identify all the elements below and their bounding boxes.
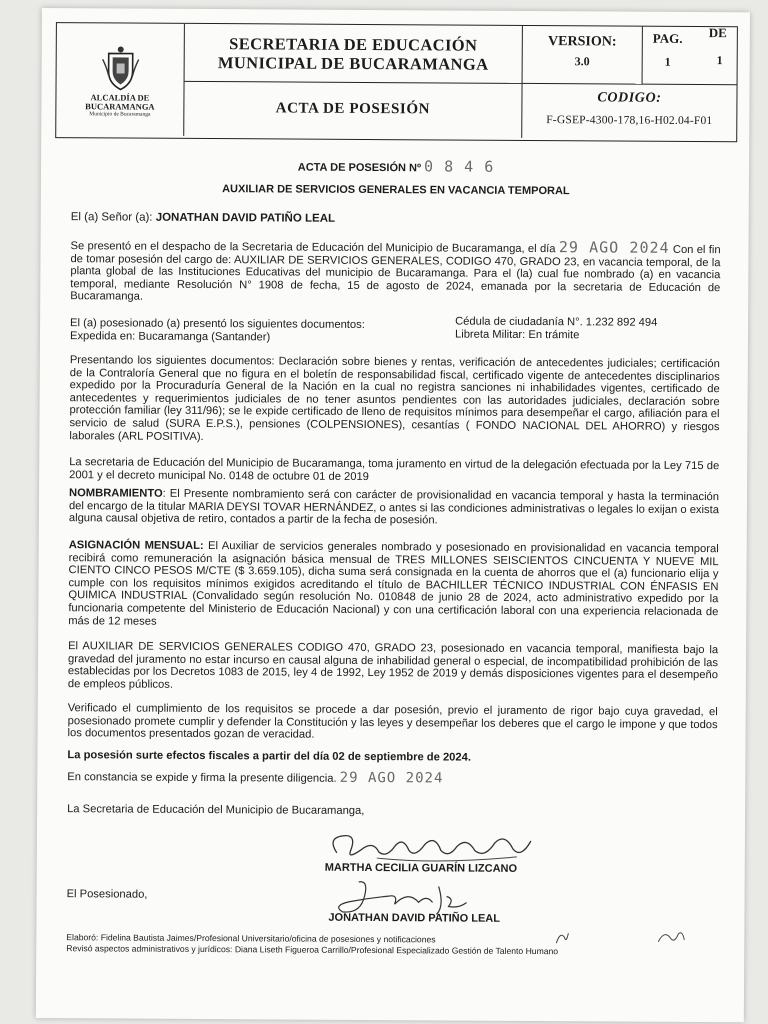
org-title-line-1: SECRETARIA DE EDUCACIÓN	[229, 34, 478, 55]
documents-right	[455, 316, 720, 343]
military-card: Libreta Militar: En trámite	[454, 328, 580, 341]
salary-label: ASIGNACIÓN MENSUAL:	[68, 539, 204, 552]
paragraph-appointment	[69, 487, 719, 529]
logo-text	[56, 93, 183, 112]
logo-line-1: ALCALDÍA DE	[90, 92, 150, 103]
code-label: CODIGO:	[597, 90, 662, 106]
paragraph-documents: Presentando los siguientes documentos: Declaración sobre bienes y rentas, verificación de antecedentes judiciales; certificación de la Contraloría General que no figura en el boletín de responsabilidad fiscal, certificado vigente de antecedentes disciplinarios expedido por la Procuraduría General de la Nación en la cual no registra sanciones ni inhabilidades vigentes, certificado de antecedentes y requerimientos judiciales de no tener asuntos pendientes con las autoridades judiciales, declaración sobre protección familiar (ley 311/96); se le expide certificado de lleno de requisitos mínimos para desempeñar el cargo, afiliación para el servicio de salud (SURA E.P.S.), pensiones (COLPENSIONES), cesantías ( FONDO NACIONAL DEL AHORRO) y riesgos laborales (ARL POSITIVA).	[69, 354, 720, 443]
paragraph-declaration: El AUXILIAR DE SERVICIOS GENERALES CODIGO 470, GRADO 23, posesionado en vacancia temporal, manifiesta bajo la gravedad del juramento no estar incurso en causal alguna de inhabilidad general o especial, de incompatibilidad prohibición de las establecidas por los Decretos 1083 de 2015, ley 4 de 1992, Ley 1952 de 2019 y demás disposiciones vigentes para el desempeño de empleos públicos.	[67, 640, 719, 691]
page-number: 1	[664, 54, 671, 69]
footer-reviewed-by: Revisó aspectos administrativos y jurídicos: Diana Liseth Figueroa Carrillo/Profesional Especializado Gestión de Talento Humano	[66, 943, 559, 957]
addressee-line	[71, 211, 721, 228]
posesionado-name: JONATHAN DAVID PATIÑO LEAL	[328, 911, 500, 925]
paragraph-salary	[68, 539, 719, 631]
appointment-label: NOMBRAMIENTO	[69, 487, 163, 500]
secretary-line: La Secretaria de Educación del Municipio de Bucaramanga,	[67, 803, 365, 817]
presentation-position-text: Con el fin de tomar posesión del cargo de: AUXILIAR DE SERVICIOS GENERALES, CODIGO 470, GRADO 23, en vacancia temporal, de la planta global de las Instituciones Educativas del municipio de Bucaramanga.	[70, 243, 721, 280]
doc-title: ACTA DE POSESIÓN	[275, 100, 431, 118]
posesionado-label: El Posesionado,	[66, 888, 148, 901]
act-subtitle: AUXILIAR DE SERVICIOS GENERALES EN VACANCIA TEMPORAL	[222, 183, 570, 198]
addressee-name: JONATHAN DAVID PATIÑO LEAL	[155, 211, 336, 225]
coat-of-arms-icon	[100, 45, 140, 91]
code-value: F-GSEP-4300-178,16-H02.04-F01	[546, 114, 713, 128]
logo-line-3: Municipio de Bucaramanga	[89, 111, 151, 118]
appointment-text: : El Presente nombramiento será con carácter de provisionalidad en vacancia temporal y hasta la terminación del encargo de la titular MARIA DEYSI TOVAR HERNÁNDEZ, o antes si las condiciones administrativas o legales lo exijan o exista alguna causal objetiva de retiro, contados a partir de la fecha de posesión.	[68, 487, 720, 527]
page-cell	[643, 27, 737, 86]
constancy-date-stamp: 29 AGO 2024	[339, 769, 444, 787]
documents-intro: El (a) posesionado (a) presentó los siguientes documentos:	[70, 317, 365, 331]
addressee-prefix: El (a) Señor (a):	[70, 211, 153, 224]
act-number-label: ACTA DE POSESIÓN Nº	[297, 161, 422, 175]
footer-prepared-by: Elaboró: Fidelina Bautista Jaimes/Profesional Universitario/oficina de posesiones y notificaciones	[66, 932, 436, 945]
secretary-name: MARTHA CECILIA GUARÍN LIZCANO	[324, 861, 518, 875]
org-title-line-2: MUNICIPAL DE BUCARAMANGA	[217, 53, 489, 74]
documents-left	[70, 317, 450, 345]
documents-issued-in: Expedida en: Bucaramanga (Santander)	[69, 329, 271, 343]
logo-line-2: BUCARAMANGA	[85, 101, 155, 112]
paragraph-oath: La secretaria de Educación del Municipio de Bucaramanga, toma juramento en virtud de la delegación efectuada por la Ley 715 de 2001 y el decreto municipal No. 0148 de octubre 01 de 2019	[69, 456, 720, 483]
logo-cell	[56, 23, 185, 136]
code-cell	[522, 84, 736, 139]
presentation-text: Se presentó en el despacho de la Secretaria de Educación del Municipio de Bucaramanga, el día	[70, 240, 556, 256]
page-label: PAG.	[652, 30, 683, 46]
paragraph-fiscal-effects: La posesión surte efectos fiscales a partir del día 02 de septiembre de 2024.	[67, 749, 472, 764]
document-header	[55, 22, 738, 142]
presentation-date-stamp: 29 AGO 2024	[558, 238, 670, 257]
initial-mark-icon	[552, 929, 572, 947]
version-value: 3.0	[574, 54, 590, 69]
version-cell	[523, 26, 643, 85]
id-number: Cédula de ciudadanía N°. 1.232 892 494	[455, 315, 658, 329]
paragraph-presentation	[70, 238, 720, 307]
salary-text: El Auxiliar de servicios generales nombrado y posesionado en provisionalidad en vacancia temporal recibirá como remuneración la asignación básica mensual de TRES MILLONES SEISCIENTOS CINCUENTA Y NUEVE MIL CIENTO CINCO PESOS M/CTE ($ 3.659.105), dicha suma será consignada en la cuenta de ahorros que el (a) funcionario elija y cumple con los requisitos mínimos exigidos acreditando el título de BACHILLER TÉCNICO INDUSTRIAL CON ÉNFASIS EN QUIMICA INDUSTRIAL (Convalidado según resolución No. 010848 de junio 28 de 2024, acto administrativo expedido por la funcionaria competente del Ministerio de Educación Nacional) y con una certificación laboral con una experiencia relacionada de más de 12 meses	[68, 539, 719, 628]
act-number-line	[71, 158, 721, 177]
act-number: 0 8 4 6	[424, 157, 495, 176]
constancy-text: En constancia se expide y firma la presente diligencia.	[67, 771, 337, 785]
paragraph-verification: Verificado el cumplimiento de los requisitos se procede a dar posesión, previo el juramento de rigor bajo cuya gravedad, el posesionado promete cumplir y defender la Constitución y las leyes y desempeñar los deberes que el cargo le impone y que todos los documentos presentados gozan de veracidad.	[67, 702, 718, 741]
page-of-label: DE	[708, 25, 727, 41]
version-label: VERSION:	[548, 34, 617, 50]
org-title	[185, 34, 522, 74]
document-page	[36, 8, 750, 1022]
presentation-resolution-text: Para el (la) cual fue nombrado (a) en vacancia temporal, mediante Resolución N° 1908 de fecha, 15 de agosto de 2024, emanada por la secretaria de Educación de Bucaramanga.	[70, 267, 721, 303]
page-total: 1	[716, 53, 723, 68]
initial-mark-icon	[654, 928, 688, 948]
org-title-cell	[185, 24, 523, 84]
doc-title-cell	[184, 82, 522, 138]
paragraph-constancy	[67, 770, 717, 788]
